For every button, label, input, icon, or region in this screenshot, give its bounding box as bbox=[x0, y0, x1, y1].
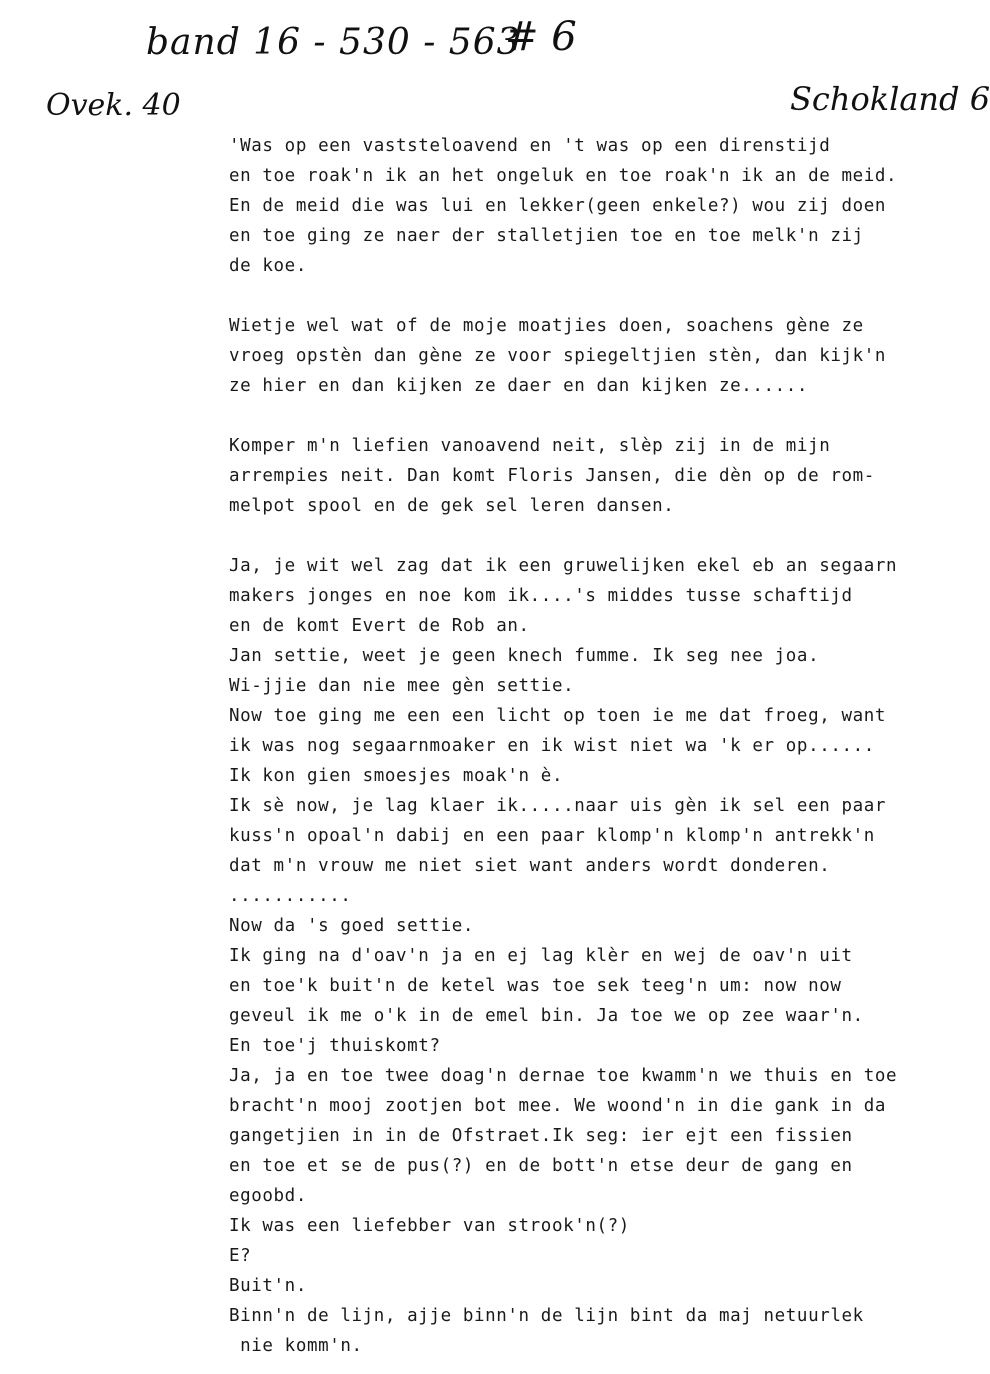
text-line: dat m'n vrouw me niet siet want anders wordt donderen. bbox=[229, 856, 831, 876]
text-line: ........... bbox=[229, 886, 352, 906]
text-line: arrempies neit. Dan komt Floris Jansen, die dèn op de rom- bbox=[229, 466, 875, 486]
text-line: makers jonges en noe kom ik....'s middes tusse schaftijd bbox=[229, 586, 853, 606]
text-line: Ik kon gien smoesjes moak'n è. bbox=[229, 766, 564, 786]
text-line: Ik was een liefebber van strook'n(?) bbox=[229, 1216, 630, 1236]
text-line: nie komm'n. bbox=[229, 1336, 363, 1356]
text-line: de koe. bbox=[229, 256, 307, 276]
text-line: E? bbox=[229, 1246, 252, 1266]
paragraph bbox=[229, 551, 959, 1361]
text-line: Now toe ging me een een licht op toen ie me dat froeg, want bbox=[229, 706, 887, 726]
handwritten-band-reference: band 16 - 530 - 563 bbox=[146, 22, 521, 63]
text-line: vroeg opstèn dan gène ze voor spiegeltjien stèn, dan kijk'n bbox=[229, 346, 887, 366]
text-line: Ik ging na d'oav'n ja en ej lag klèr en wej de oav'n uit bbox=[229, 946, 853, 966]
text-line: melpot spool en de gek sel leren dansen. bbox=[229, 496, 675, 516]
text-line: gangetjien in in de Ofstraet.Ik seg: ier ejt een fissien bbox=[229, 1126, 853, 1146]
text-line: Komper m'n liefien vanoavend neit, slèp zij in de mijn bbox=[229, 436, 831, 456]
text-line: ik was nog segaarnmoaker en ik wist niet wa 'k er op...... bbox=[229, 736, 875, 756]
text-line: Ja, je wit wel zag dat ik een gruwelijken ekel eb an segaarn bbox=[229, 556, 898, 576]
text-line: Jan settie, weet je geen knech fumme. Ik seg nee joa. bbox=[229, 646, 820, 666]
text-line: Ik sè now, je lag klaer ik.....naar uis gèn ik sel een paar bbox=[229, 796, 887, 816]
paragraph-gap bbox=[229, 401, 959, 431]
text-line: 'Was op een vaststeloavend en 't was op een direnstijd bbox=[229, 136, 831, 156]
handwritten-place-label: Schokland 6 bbox=[790, 80, 990, 118]
text-line: kuss'n opoal'n dabij en een paar klomp'n klomp'n antrekk'n bbox=[229, 826, 875, 846]
text-line: en toe roak'n ik an het ongeluk en toe roak'n ik an de meid. bbox=[229, 166, 898, 186]
paragraph bbox=[229, 431, 959, 521]
paragraph bbox=[229, 131, 959, 281]
typed-transcript bbox=[229, 131, 959, 1361]
text-line: Ja, ja en toe twee doag'n dernae toe kwamm'n we thuis en toe bbox=[229, 1066, 898, 1086]
text-line: Now da 's goed settie. bbox=[229, 916, 474, 936]
text-line: en toe'k buit'n de ketel was toe sek teeg'n um: now now bbox=[229, 976, 842, 996]
handwritten-number-mark: # 6 bbox=[505, 14, 577, 60]
text-line: en de komt Evert de Rob an. bbox=[229, 616, 530, 636]
text-line: egoobd. bbox=[229, 1186, 307, 1206]
text-line: en toe ging ze naer der stalletjien toe en toe melk'n zij bbox=[229, 226, 864, 246]
text-line: geveul ik me o'k in de emel bin. Ja toe we op zee waar'n. bbox=[229, 1006, 864, 1026]
handwritten-left-note: Ovek. 40 bbox=[46, 88, 181, 123]
text-line: Buit'n. bbox=[229, 1276, 307, 1296]
text-line: En toe'j thuiskomt? bbox=[229, 1036, 441, 1056]
text-line: ze hier en dan kijken ze daer en dan kijken ze...... bbox=[229, 376, 809, 396]
paragraph-gap bbox=[229, 521, 959, 551]
text-line: En de meid die was lui en lekker(geen enkele?) wou zij doen bbox=[229, 196, 887, 216]
text-line: en toe et se de pus(?) en de bott'n etse deur de gang en bbox=[229, 1156, 853, 1176]
text-line: Binn'n de lijn, ajje binn'n de lijn bint da maj netuurlek bbox=[229, 1306, 864, 1326]
text-line: Wietje wel wat of de moje moatjies doen, soachens gène ze bbox=[229, 316, 864, 336]
text-line: bracht'n mooj zootjen bot mee. We woond'n in die gank in da bbox=[229, 1096, 887, 1116]
text-line: Wi-jjie dan nie mee gèn settie. bbox=[229, 676, 575, 696]
paragraph-gap bbox=[229, 281, 959, 311]
paragraph bbox=[229, 311, 959, 401]
